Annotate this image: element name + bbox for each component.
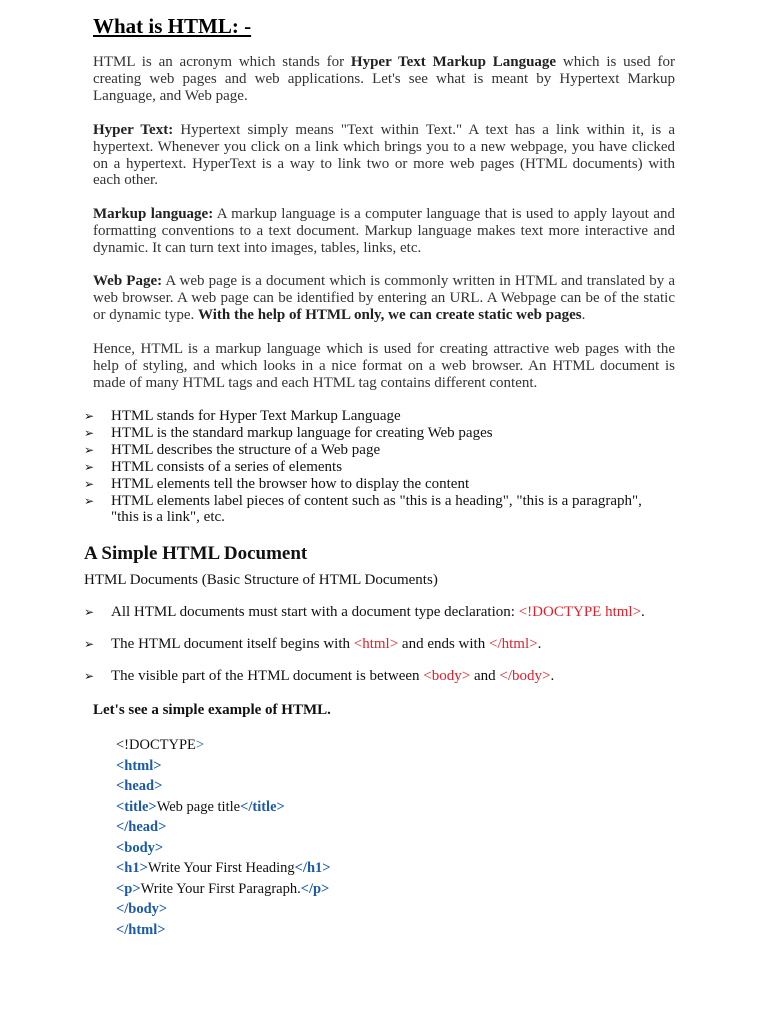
markup-text: A markup language is a computer language that is used to apply layout and formatting conventions to a text document. Markup language makes text more interactive and dynamic. It can turn text into images, tables, links, etc.: [93, 206, 675, 256]
arrow-bullet-icon: ➢: [84, 409, 95, 423]
hypertext-text: Hypertext simply means "Text within Text." A text has a link within it, is a hypertext. Whenever you click on a link which brings you to a new webpage, you have clicked on a hypertext. HyperText is a way to link two or more web pages (HTML documents) with each other.: [93, 122, 675, 189]
code-line: </body>: [116, 901, 168, 917]
hypertext-paragraph: [93, 122, 675, 189]
list-item: ➢ HTML is the standard markup language for creating Web pages: [84, 424, 493, 441]
list-item: ➢ HTML elements label pieces of content such as "this is a heading", "this is a paragraph", "this is a link", etc.: [84, 492, 642, 526]
section-heading: A Simple HTML Document: [84, 543, 308, 564]
intro-text: HTML is an acronym which stands for: [93, 54, 351, 70]
intro-text-tail: which is used for creating web pages and web applications. Let's see what is meant by Hypertext Markup Language, and Web page.: [93, 54, 675, 104]
arrow-bullet-icon: ➢: [84, 669, 95, 683]
code-line: </html>: [116, 921, 166, 938]
code-line: <head>: [116, 778, 163, 794]
code-line: <html>: [116, 757, 162, 774]
webpage-bold-tail: With the help of HTML only, we can create static web pages: [197, 306, 582, 323]
intro-paragraph: [93, 54, 675, 104]
section-subheading: HTML Documents (Basic Structure of HTML Documents): [84, 572, 438, 588]
rule-body-tags: ➢ The visible part of the HTML document is between <body> and </body>.: [84, 668, 555, 684]
arrow-bullet-icon: ➢: [84, 425, 95, 440]
code-line: <title>Web page title</title>: [116, 798, 285, 815]
code-line: </head>: [116, 819, 167, 835]
hence-paragraph: Hence, HTML is a markup language which is used for creating attractive web pages with the help of styling, and which looks in a nice format on a web browser. An HTML document is made of many HTML tags and each HTML tag contains different content.: [93, 341, 675, 391]
list-item: ➢ HTML describes the structure of a Web page: [84, 441, 381, 458]
code-line: <body>: [116, 839, 164, 856]
body-open-code: <body>: [423, 668, 471, 684]
rule-doctype: ➢ All HTML documents must start with a document type declaration: <!DOCTYPE html>.: [84, 604, 645, 620]
webpage-text: A web page is a document which is commonly written in HTML and translated by a web browser. A web page can be identified by entering an URL. A Webpage can be of the static or dynamic type.: [93, 273, 675, 323]
arrow-bullet-icon: ➢: [84, 493, 95, 508]
doctype-code: <!DOCTYPE html>: [518, 604, 642, 620]
html-open-code: <html>: [353, 636, 399, 652]
rule-html-tags: ➢ The HTML document itself begins with <html> and ends with </html>.: [84, 636, 542, 652]
webpage-label: Web Page:: [93, 273, 163, 289]
code-line: <h1>Write Your First Heading</h1>: [116, 860, 331, 876]
webpage-paragraph: [93, 273, 675, 323]
arrow-bullet-icon: ➢: [84, 442, 95, 457]
html-close-code: </html>: [488, 636, 538, 652]
arrow-bullet-icon: ➢: [84, 637, 95, 651]
code-line: <p>Write Your First Paragraph.</p>: [116, 880, 330, 897]
webpage-end: .: [581, 306, 586, 323]
intro-bold-term: Hyper Text Markup Language: [350, 54, 557, 70]
arrow-bullet-icon: ➢: [84, 459, 95, 474]
list-item: ➢ HTML consists of a series of elements: [84, 458, 343, 475]
arrow-bullet-icon: ➢: [84, 476, 95, 491]
list-item: ➢ HTML elements tell the browser how to display the content: [84, 475, 470, 492]
list-item: ➢ HTML stands for Hyper Text Markup Language: [84, 408, 401, 424]
example-heading: Let's see a simple example of HTML.: [93, 702, 331, 718]
hypertext-label: Hyper Text:: [93, 122, 174, 138]
arrow-bullet-icon: ➢: [84, 605, 95, 619]
code-example: [116, 735, 331, 940]
markup-label: Markup language:: [93, 206, 214, 222]
markup-paragraph: [93, 206, 675, 256]
code-line: <!DOCTYPE>: [116, 737, 205, 753]
page-title: What is HTML: -: [93, 14, 252, 38]
html-facts-list: [84, 408, 684, 526]
body-close-code: </body>: [499, 668, 551, 684]
